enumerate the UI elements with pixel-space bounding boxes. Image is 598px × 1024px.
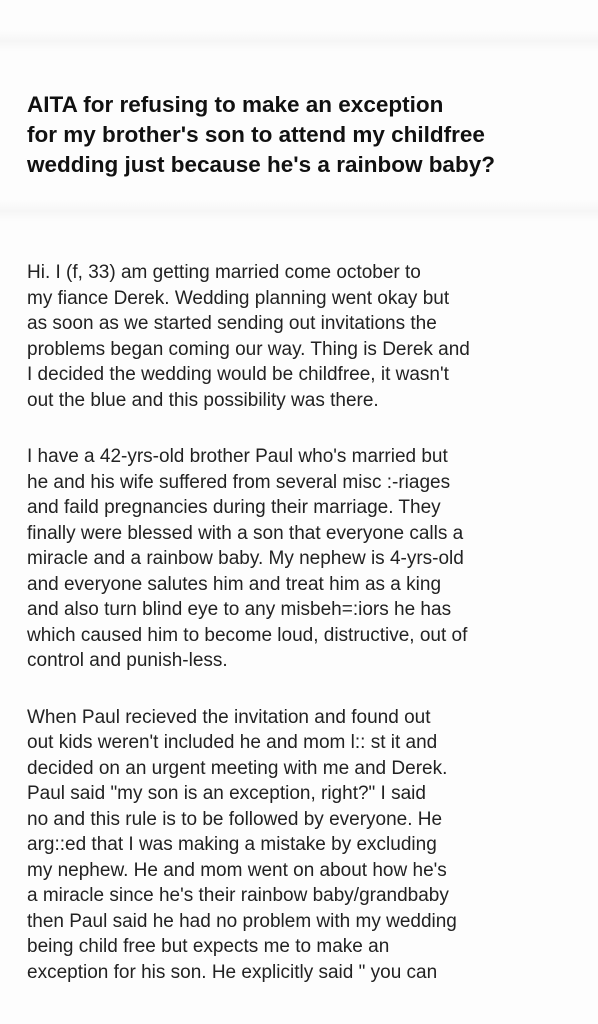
body-line: and everyone salutes him and treat him as a king — [27, 573, 442, 595]
body-line: being child free but expects me to make an — [27, 936, 390, 957]
body-line: and faild pregnancies during their marriage. They — [27, 497, 441, 518]
body-line: a miracle since he's their rainbow baby/grandbaby — [27, 885, 449, 906]
paragraph-invitation — [27, 705, 587, 986]
post-title — [27, 90, 577, 180]
body-line: arg::ed that I was making a mistake by excluding — [27, 834, 437, 855]
body-line: Paul said "my son is an exception, right?" I said — [27, 783, 426, 804]
body-line: out kids weren't included he and mom l:: st it and — [27, 732, 438, 753]
body-line: I have a 42-yrs-old brother Paul who's married but — [27, 446, 448, 467]
body-line: no and this rule is to be followed by everyone. He — [27, 808, 443, 830]
body-line: and also turn blind eye to any misbeh=:iors he has — [27, 599, 452, 620]
body-line: my nephew. He and mom went on about how he's — [27, 859, 447, 881]
post-body — [27, 260, 587, 1016]
body-line: exception for his son. He explicitly said " you can — [27, 961, 438, 983]
top-divider — [0, 30, 598, 52]
body-line: my fiance Derek. Wedding planning went okay but — [27, 287, 450, 309]
body-line: then Paul said he had no problem with my wedding — [27, 910, 457, 932]
post-title-line: for my brother's son to attend my childfree — [27, 122, 485, 147]
body-line: he and his wife suffered from several misc :-riages — [27, 471, 451, 493]
paragraph-intro — [27, 260, 587, 413]
body-line: control and punish-less. — [27, 650, 228, 671]
post-title-line: AITA for refusing to make an exception — [27, 92, 444, 117]
post-title-line: wedding just because he's a rainbow baby? — [27, 152, 495, 177]
body-line: miracle and a rainbow baby. My nephew is 4-yrs-old — [27, 548, 464, 569]
body-line: problems began coming our way. Thing is Derek and — [27, 338, 470, 360]
body-line: I decided the wedding would be childfree, it wasn't — [27, 364, 449, 385]
body-line: Hi. I (f, 33) am getting married come october to — [27, 262, 421, 283]
body-line: When Paul recieved the invitation and found out — [27, 706, 431, 728]
body-line: finally were blessed with a son that everyone calls a — [27, 522, 464, 544]
body-line: decided on an urgent meeting with me and Derek. — [27, 757, 448, 779]
body-line: which caused him to become loud, distructive, out of — [27, 624, 468, 646]
body-line: as soon as we started sending out invitations the — [27, 313, 437, 334]
title-divider — [0, 200, 598, 222]
body-line: out the blue and this possibility was there. — [27, 389, 379, 411]
paragraph-brother — [27, 444, 587, 674]
